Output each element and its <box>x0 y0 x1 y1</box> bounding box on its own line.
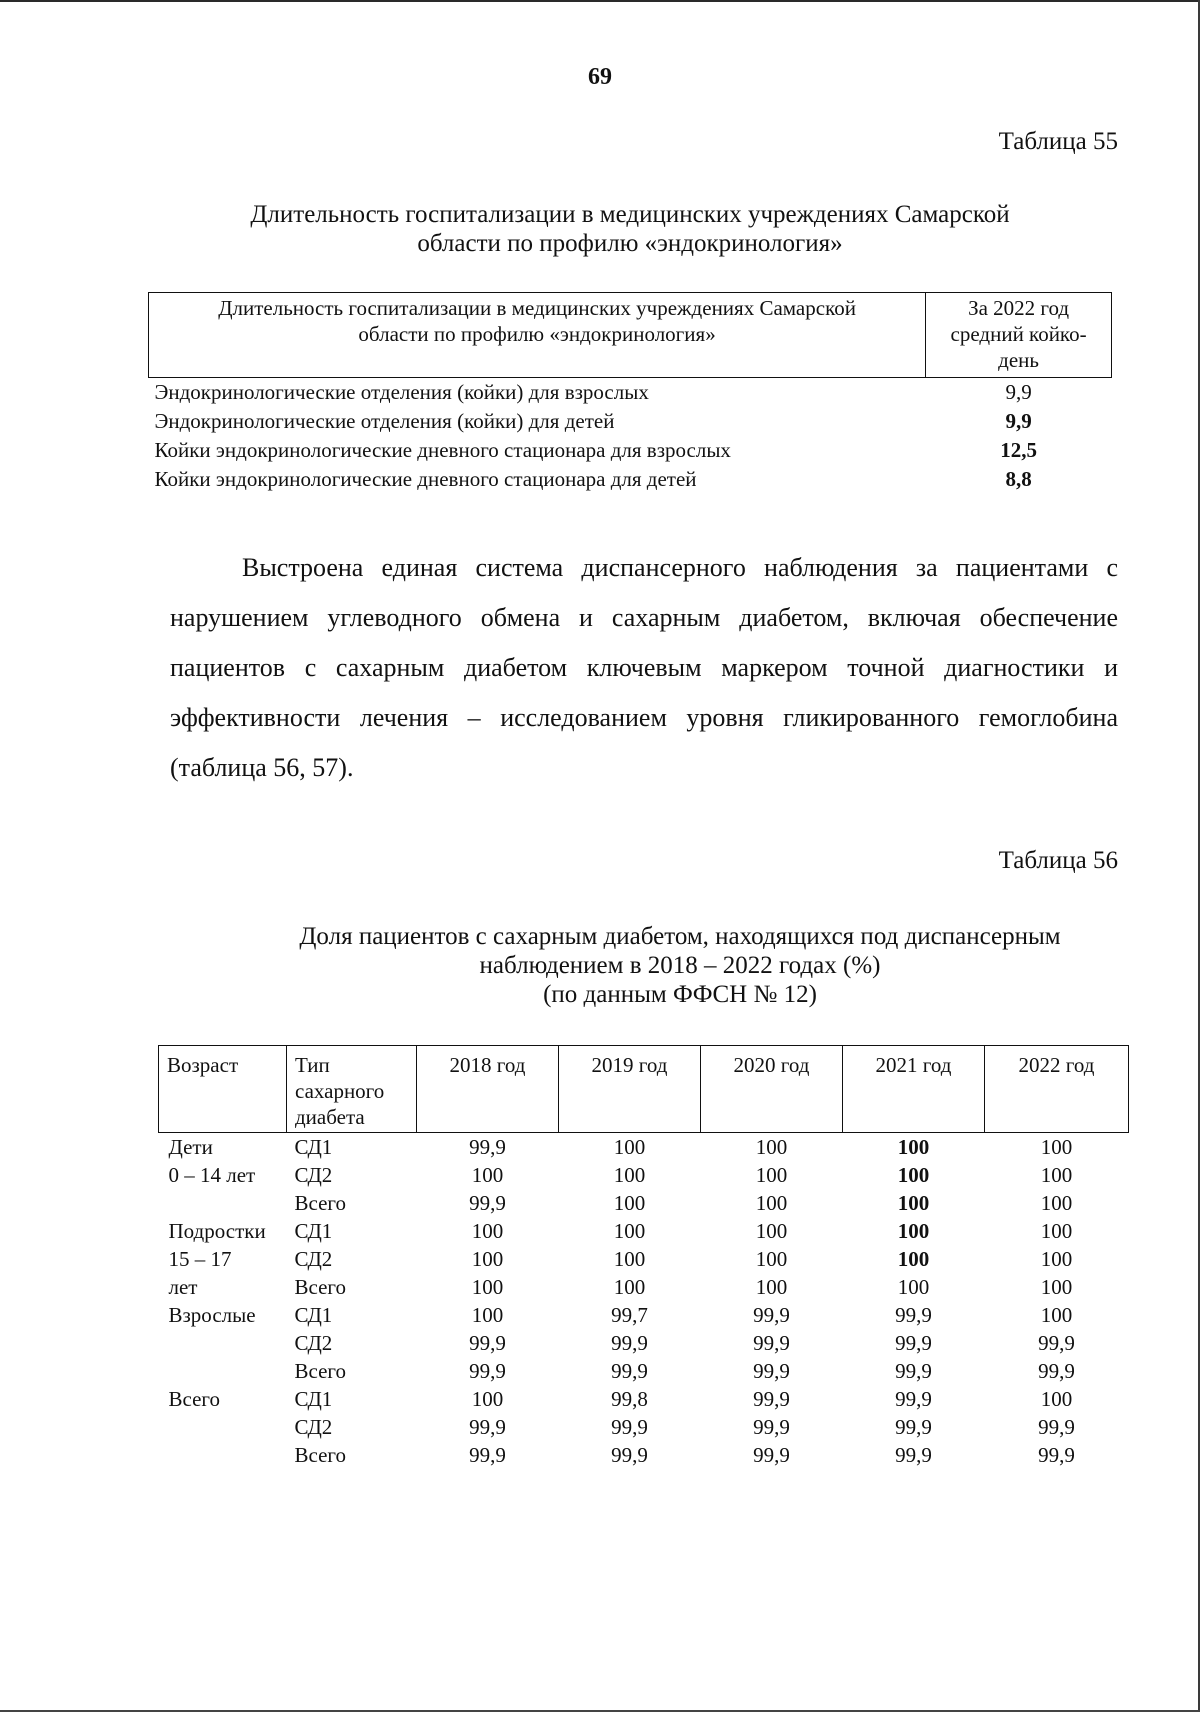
value-cell: 100 <box>471 1275 504 1299</box>
age-cell <box>159 1329 287 1357</box>
value-cell: 99,9 <box>753 1387 790 1411</box>
scan-edge-top <box>0 0 1200 2</box>
diabetes-type-cell: Всего <box>294 1443 346 1467</box>
value-cell: 100 <box>755 1191 788 1215</box>
table55-header-row <box>149 293 1112 378</box>
value-cell: 100 <box>1040 1135 1073 1159</box>
table55-label: Таблица 55 <box>998 128 1118 155</box>
value-cell: 99,9 <box>611 1331 648 1355</box>
table-row <box>149 407 1112 436</box>
table-row <box>159 1301 1129 1329</box>
value-cell: 99,9 <box>895 1359 932 1383</box>
table56-title <box>230 922 1130 1009</box>
table-row <box>159 1217 1129 1245</box>
age-cell: 15 – 17 <box>168 1247 232 1271</box>
value-cell: 100 <box>1040 1219 1073 1243</box>
value-cell: 100 <box>755 1247 788 1271</box>
row-value: 12,5 <box>1000 438 1037 462</box>
value-cell: 100 <box>897 1163 930 1187</box>
value-cell: 99,9 <box>753 1415 790 1439</box>
table-row <box>159 1273 1129 1301</box>
value-cell: 100 <box>1040 1191 1073 1215</box>
value-cell: 99,9 <box>469 1135 506 1159</box>
table-row <box>159 1441 1129 1469</box>
table-row <box>159 1189 1129 1217</box>
diabetes-type-cell: СД1 <box>294 1135 333 1159</box>
value-cell: 100 <box>755 1219 788 1243</box>
table55-title-line2: области по профилю «эндокринология» <box>417 230 843 257</box>
value-cell: 100 <box>755 1135 788 1159</box>
value-cell: 100 <box>897 1135 930 1159</box>
value-cell: 99,9 <box>469 1359 506 1383</box>
diabetes-type-cell: Всего <box>294 1359 346 1383</box>
table56-title-line1: Доля пациентов с сахарным диабетом, находящихся под диспансерным <box>299 923 1061 950</box>
value-cell: 100 <box>1040 1275 1073 1299</box>
table56-header-year: 2019 год <box>559 1046 701 1133</box>
row-name: Эндокринологические отделения (койки) для взрослых <box>154 380 649 404</box>
value-cell: 99,9 <box>1038 1443 1075 1467</box>
row-value: 8,8 <box>1005 467 1032 491</box>
table56 <box>158 1045 1129 1469</box>
table56-label: Таблица 56 <box>998 847 1118 874</box>
value-cell: 99,9 <box>753 1443 790 1467</box>
age-cell <box>159 1357 287 1385</box>
row-name: Койки эндокринологические дневного стационара для взрослых <box>154 438 731 462</box>
diabetes-type-cell: СД2 <box>294 1415 333 1439</box>
value-cell: 99,8 <box>611 1387 648 1411</box>
value-cell: 100 <box>471 1387 504 1411</box>
header-line: За 2022 год <box>968 296 1070 320</box>
table56-header-year: 2022 год <box>985 1046 1129 1133</box>
header-line: средний койко- <box>950 322 1087 346</box>
body-paragraph <box>170 543 1118 793</box>
table56-body <box>159 1133 1129 1470</box>
diabetes-type-cell: СД2 <box>294 1247 333 1271</box>
diabetes-type-cell: СД1 <box>294 1219 333 1243</box>
value-cell: 100 <box>1040 1387 1073 1411</box>
value-cell: 100 <box>471 1163 504 1187</box>
value-cell: 99,9 <box>753 1359 790 1383</box>
table56-header-type <box>287 1046 417 1133</box>
value-cell: 100 <box>897 1219 930 1243</box>
value-cell: 99,9 <box>469 1443 506 1467</box>
table-row <box>159 1133 1129 1162</box>
header-line: диабета <box>295 1105 365 1129</box>
row-value: 9,9 <box>1005 380 1032 404</box>
value-cell: 99,9 <box>895 1331 932 1355</box>
diabetes-type-cell: СД1 <box>294 1303 333 1327</box>
diabetes-type-cell: Всего <box>294 1191 346 1215</box>
value-cell: 99,9 <box>895 1443 932 1467</box>
diabetes-type-cell: СД2 <box>294 1331 333 1355</box>
table-row <box>159 1385 1129 1413</box>
table-row <box>159 1245 1129 1273</box>
value-cell: 100 <box>613 1135 646 1159</box>
value-cell: 100 <box>471 1219 504 1243</box>
value-cell: 100 <box>897 1247 930 1271</box>
value-cell: 99,9 <box>611 1415 648 1439</box>
age-cell <box>159 1441 287 1469</box>
table55-title-line1: Длительность госпитализации в медицинских учреждениях Самарской <box>250 201 1010 228</box>
table-row <box>159 1357 1129 1385</box>
table-row <box>149 465 1112 494</box>
value-cell: 99,9 <box>1038 1415 1075 1439</box>
value-cell: 100 <box>613 1191 646 1215</box>
age-cell: Взрослые <box>168 1303 256 1327</box>
table56-title-line2: наблюдением в 2018 – 2022 годах (%) <box>479 952 881 979</box>
value-cell: 100 <box>471 1303 504 1327</box>
paragraph-text: Выстроена единая система диспансерного наблюдения за пациентами с нарушением углеводного обмена и сахарным диабетом, включая обеспечение пациентов с сахарным диабетом ключевым маркером точной диагностики и эффективности лечения – исследованием уровня гликированного гемоглобина (таблица 56, 57). <box>170 553 1118 782</box>
value-cell: 99,9 <box>753 1331 790 1355</box>
age-cell: 0 – 14 лет <box>168 1163 256 1187</box>
value-cell: 99,9 <box>753 1303 790 1327</box>
value-cell: 99,9 <box>895 1303 932 1327</box>
value-cell: 100 <box>613 1275 646 1299</box>
table-row <box>159 1329 1129 1357</box>
value-cell: 99,9 <box>895 1387 932 1411</box>
value-cell: 100 <box>755 1275 788 1299</box>
value-cell: 100 <box>613 1247 646 1271</box>
value-cell: 99,9 <box>1038 1331 1075 1355</box>
value-cell: 99,9 <box>611 1359 648 1383</box>
header-line: области по профилю «эндокринология» <box>358 322 716 346</box>
row-name: Эндокринологические отделения (койки) для детей <box>154 409 615 433</box>
table56-header-year: 2020 год <box>701 1046 843 1133</box>
value-cell: 99,9 <box>469 1331 506 1355</box>
header-line: Тип <box>295 1053 330 1077</box>
value-cell: 100 <box>897 1191 930 1215</box>
table-row <box>149 436 1112 465</box>
header-line: Длительность госпитализации в медицинских учреждениях Самарской <box>218 296 856 320</box>
table56-title-line3: (по данным ФФСН № 12) <box>543 981 817 1008</box>
table56-header-year: 2018 год <box>417 1046 559 1133</box>
age-cell: Дети <box>168 1135 213 1159</box>
table-row <box>159 1161 1129 1189</box>
value-cell: 100 <box>471 1247 504 1271</box>
value-cell: 100 <box>1040 1303 1073 1327</box>
table56-header-age: Возраст <box>159 1046 287 1133</box>
age-cell: Всего <box>168 1387 220 1411</box>
value-cell: 99,9 <box>611 1443 648 1467</box>
value-cell: 100 <box>613 1163 646 1187</box>
table56-header-row <box>159 1046 1129 1133</box>
table55-header-year <box>926 293 1112 378</box>
value-cell: 99,9 <box>469 1415 506 1439</box>
table55-header-duration <box>149 293 926 378</box>
table55-title <box>180 200 1080 258</box>
value-cell: 99,9 <box>895 1415 932 1439</box>
table55 <box>148 292 1112 494</box>
age-cell <box>159 1413 287 1441</box>
row-name: Койки эндокринологические дневного стационара для детей <box>154 467 697 491</box>
value-cell: 100 <box>613 1219 646 1243</box>
value-cell: 100 <box>897 1275 930 1299</box>
diabetes-type-cell: СД2 <box>294 1163 333 1187</box>
diabetes-type-cell: Всего <box>294 1275 346 1299</box>
header-line: сахарного <box>295 1079 385 1103</box>
value-cell: 99,7 <box>611 1303 648 1327</box>
page-number: 69 <box>588 64 612 90</box>
value-cell: 99,9 <box>469 1191 506 1215</box>
diabetes-type-cell: СД1 <box>294 1387 333 1411</box>
row-value: 9,9 <box>1005 409 1032 433</box>
age-cell <box>159 1189 287 1217</box>
table-row <box>159 1413 1129 1441</box>
table56-header-year: 2021 год <box>843 1046 985 1133</box>
age-cell: Подростки <box>168 1219 266 1243</box>
value-cell: 99,9 <box>1038 1359 1075 1383</box>
value-cell: 100 <box>755 1163 788 1187</box>
header-line: день <box>998 348 1039 372</box>
table-row <box>149 378 1112 408</box>
age-cell: лет <box>168 1275 198 1299</box>
value-cell: 100 <box>1040 1247 1073 1271</box>
value-cell: 100 <box>1040 1163 1073 1187</box>
